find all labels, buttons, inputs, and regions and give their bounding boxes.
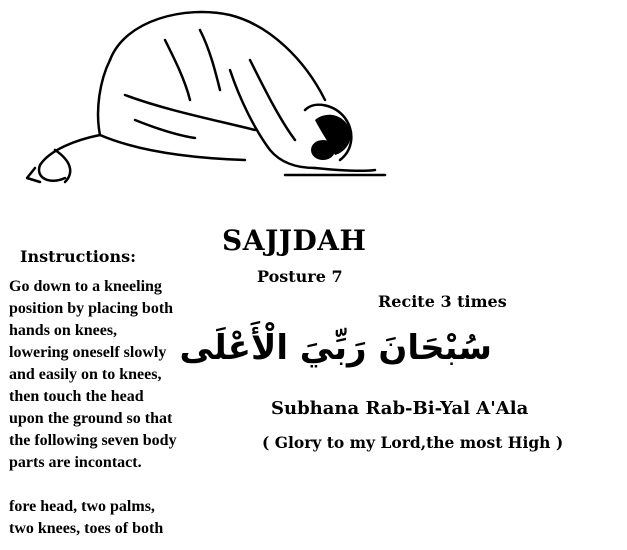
transliteration: Subhana Rab-Bi-Yal A'Ala [271,398,529,419]
instruction-line: upon the ground so that [9,410,173,427]
instruction-line: Go down to a kneeling [9,278,162,295]
arabic-dhikr: سُبْحَانَ رَبِّيَ الْأَعْلَى [179,328,492,368]
instructions-label: Instructions: [20,247,137,266]
instruction-line: parts are incontact. [9,454,142,471]
instruction-line: and easily on to knees, [9,366,162,383]
body-parts-line: fore head, two palms, [9,498,155,515]
spacer [9,474,249,496]
instruction-line: lowering oneself slowly [9,344,167,361]
instruction-line: the following seven body [9,432,177,449]
translation: ( Glory to my Lord,the most High ) [262,433,564,452]
page-title: SAJJDAH [222,224,367,257]
instructions-text [9,276,249,540]
instruction-line: hands on knees, [9,322,118,339]
body-parts-line: two knees, toes of both [9,520,164,537]
instruction-line: position by placing both [9,300,174,317]
recite-count: Recite 3 times [378,292,507,311]
sajdah-posture-illustration [15,0,415,195]
instruction-line: then touch the head [9,388,144,405]
posture-number: Posture 7 [257,267,343,286]
